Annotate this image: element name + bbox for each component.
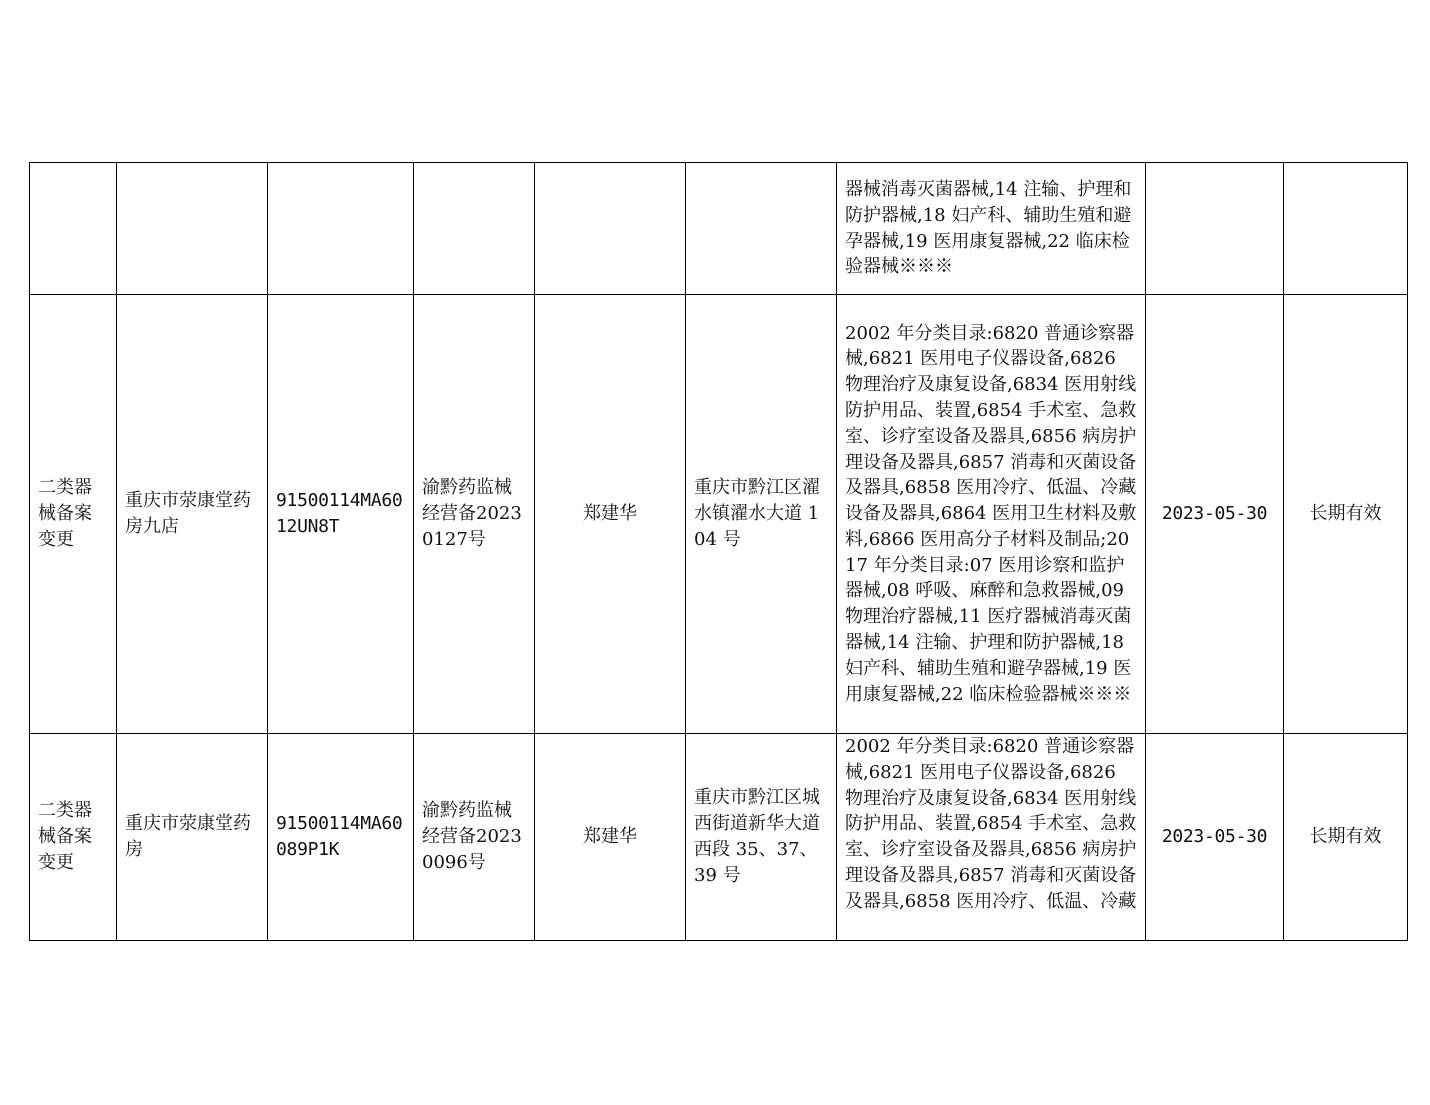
validity-cell: 长期有效	[1284, 734, 1408, 941]
records-table	[29, 162, 1408, 941]
record-number-cell: 渝黔药监械经营备20230127号	[414, 295, 535, 734]
table-row	[30, 734, 1408, 941]
record-type-cell: 二类器械备案变更	[30, 295, 117, 734]
business-scope-cell: 2002 年分类目录:6820 普通诊察器械,6821 医用电子仪器设备,6826 物理治疗及康复设备,6834 医用射线防护用品、装置,6854 手术室、急救室、诊疗室设备及器具,6856 病房护理设备及器具,6857 消毒和灭菌设备及器具,6858 医用冷疗、低温、冷藏设备及器具,6864 医用卫生材料及敷料,6866 医用高分子材料及制品;2017 年分类目录:07 医用诊察和监护器械,08 呼吸、麻醉和急救器械,09 物理治疗器械,11 医疗器械消毒灭菌器械,14 注输、护理和防护器械,18 妇产科、辅助生殖和避孕器械,19 医用康复器械,22 临床检验器械※※※	[837, 295, 1146, 734]
record-type-cell	[30, 163, 117, 295]
credit-code-cell	[268, 163, 414, 295]
business-scope-cell: 器械消毒灭菌器械,14 注输、护理和防护器械,18 妇产科、辅助生殖和避孕器械,19 医用康复器械,22 临床检验器械※※※	[837, 163, 1146, 295]
table-row	[30, 295, 1408, 734]
enterprise-name-cell	[117, 163, 268, 295]
enterprise-name-cell: 重庆市荥康堂药房	[117, 734, 268, 941]
address-cell	[686, 163, 837, 295]
date-cell: 2023-05-30	[1146, 734, 1284, 941]
record-type-cell: 二类器械备案变更	[30, 734, 117, 941]
date-cell	[1146, 163, 1284, 295]
record-number-cell	[414, 163, 535, 295]
legal-person-cell: 郑建华	[535, 734, 686, 941]
legal-person-cell: 郑建华	[535, 295, 686, 734]
record-number-cell: 渝黔药监械经营备20230096号	[414, 734, 535, 941]
business-scope-cell	[837, 734, 1146, 941]
table-row	[30, 163, 1408, 295]
legal-person-cell	[535, 163, 686, 295]
validity-cell: 长期有效	[1284, 295, 1408, 734]
date-cell: 2023-05-30	[1146, 295, 1284, 734]
business-scope-text: 2002 年分类目录:6820 普通诊察器械,6821 医用电子仪器设备,6826 物理治疗及康复设备,6834 医用射线防护用品、装置,6854 手术室、急救室、诊疗室设备及器具,6856 病房护理设备及器具,6857 消毒和灭菌设备及器具,6858 医用冷疗、低温、冷藏	[845, 736, 1137, 912]
address-cell: 重庆市黔江区濯水镇濯水大道 104 号	[686, 295, 837, 734]
address-cell: 重庆市黔江区城西街道新华大道西段 35、37、39 号	[686, 734, 837, 941]
validity-cell	[1284, 163, 1408, 295]
enterprise-name-cell: 重庆市荥康堂药房九店	[117, 295, 268, 734]
credit-code-cell: 91500114MA6012UN8T	[268, 295, 414, 734]
credit-code-cell: 91500114MA60089P1K	[268, 734, 414, 941]
